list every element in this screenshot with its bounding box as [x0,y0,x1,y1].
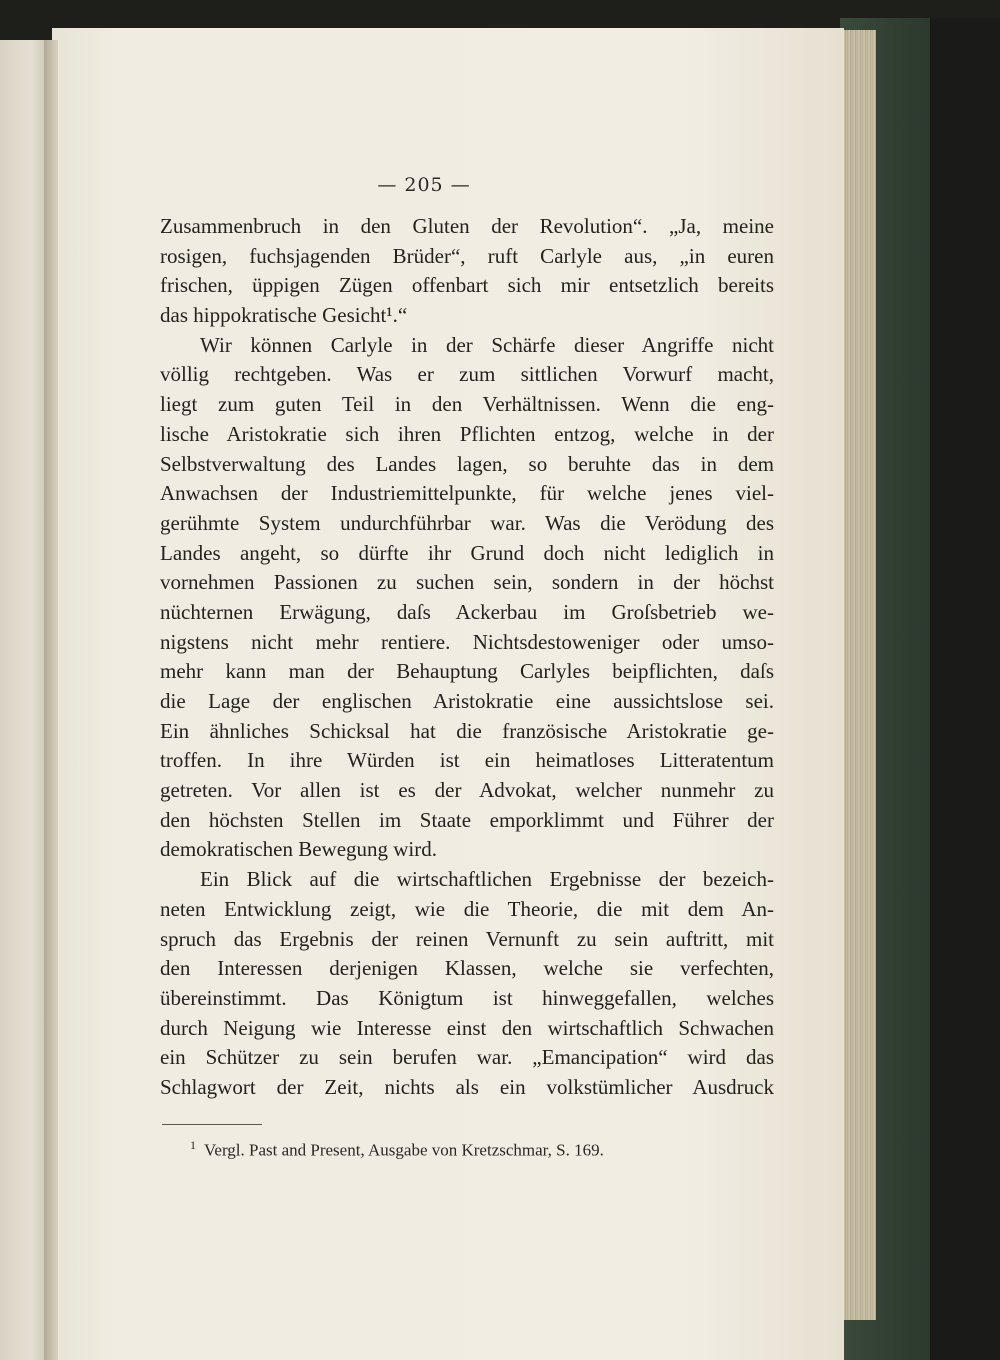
text-line: Ein Blick auf die wirtschaftlichen Ergebnisse der bezeich- [200,867,774,892]
text-line: mehr kann man der Behauptung Carlyles beipflichten, daſs [160,659,774,684]
text-line: Wir können Carlyle in der Schärfe dieser Angriffe nicht [200,332,774,357]
text-line: rosigen, fuchsjagenden Brüder“, ruft Carlyle aus, „in euren [160,243,774,268]
gutter [44,40,58,1360]
text-line: Ein ähnliches Schicksal hat die französische Aristokratie ge- [160,718,774,743]
text-line: durch Neigung wie Interesse einst den wirtschaftlich Schwachen [160,1015,774,1040]
text-line: die Lage der englischen Aristokratie eine aussichtslose sei. [160,689,774,713]
text-line: Landes angeht, so dürfte ihr Grund doch nicht lediglich in [160,540,774,565]
footnote-rule [162,1124,262,1125]
text-line: vornehmen Passionen zu suchen sein, sondern in der höchst [160,570,774,595]
text-line: neten Entwicklung zeigt, wie die Theorie, die mit dem An- [160,896,774,921]
page-number: — 205 — [377,174,471,196]
background [930,18,1000,1360]
text-line: das hippokratische Gesicht¹.“ [160,303,408,328]
page [52,28,844,1360]
text-line: getreten. Vor allen ist es der Advokat, welcher nunmehr zu [160,778,774,803]
text-line: völlig rechtgeben. Was er zum sittlichen Vorwurf macht, [160,362,774,387]
text-line: ein Schützer zu sein berufen war. „Emancipation“ wird das [160,1045,774,1070]
text-line: liegt zum guten Teil in den Verhältnissen. Wenn die eng- [160,392,774,417]
text-line: troffen. In ihre Würden ist ein heimatloses Litteratentum [160,748,774,773]
text-line: nüchternen Erwägung, daſs Ackerbau im Groſsbetrieb we- [160,599,774,624]
text-line: Schlagwort der Zeit, nichts als ein volkstümlicher Ausdruck [160,1074,774,1099]
text-line: Selbstverwaltung des Landes lagen, so beruhte das in dem [160,451,774,476]
footnote-mark: 1 [190,1138,196,1152]
footnote [190,1138,790,1161]
text-line: spruch das Ergebnis der reinen Vernunft zu sein auftritt, mit [160,926,774,951]
footnote-text: Vergl. Past and Present, Ausgabe von Kretzschmar, S. 169. [204,1140,604,1160]
text-line: den Interessen derjenigen Klassen, welche sie verfechten, [160,956,774,981]
body-text [160,212,774,1103]
text-line: Zusammenbruch in den Gluten der Revolution“. „Ja, meine [160,214,774,238]
text-line: gerühmte System undurchführbar war. Was die Verödung des [160,510,774,535]
text-line: lische Aristokratie sich ihren Pflichten entzog, welche in der [160,421,774,446]
text-line: den höchsten Stellen im Staate emporklimmt und Führer der [160,807,774,832]
text-line: demokratischen Bewegung wird. [160,837,438,862]
text-line: nigstens nicht mehr rentiere. Nichtsdestoweniger oder umso- [160,629,774,654]
text-line: übereinstimmt. Das Königtum ist hinweggefallen, welches [160,985,774,1010]
text-line: Anwachsen der Industriemittelpunkte, für welche jenes viel- [160,481,774,506]
text-line: frischen, üppigen Zügen offenbart sich mir entsetzlich bereits [160,273,774,298]
